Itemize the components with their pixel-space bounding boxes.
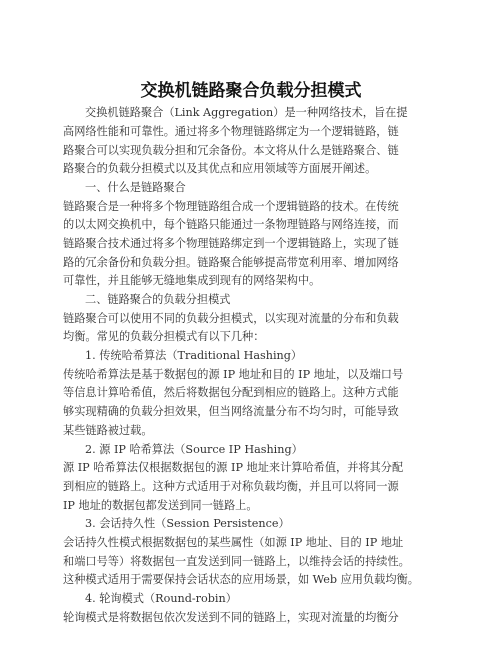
document-title: 交换机链路聚合负载分担模式 — [140, 81, 362, 101]
section1-line-3: 链路聚合技术通过将多个物理链路绑定到一个逻辑链路上，实现了链 — [63, 237, 399, 250]
intro-line-4: 路聚合的负载分担模式以及其优点和应用领域等方面展开阐述。 — [63, 162, 377, 175]
sub1-line-4: 某些链路被过载。 — [63, 424, 153, 437]
sub4-line-1: 轮询模式是将数据包依次发送到不同的链路上，实现对流量的均衡分 — [63, 611, 399, 624]
subheading-1: 1. 传统哈希算法（Traditional Hashing） — [85, 349, 303, 362]
section1-line-5: 可靠性，并且能够无缝地集成到现有的网络架构中。 — [63, 274, 321, 287]
intro-line-1: 交换机链路聚合（Link Aggregation）是一种网络技术，旨在提 — [85, 106, 408, 119]
sub1-line-1: 传统哈希算法是基于数据包的源 IP 地址和目的 IP 地址，以及端口号 — [63, 368, 404, 381]
sub3-line-2: 和端口号等）将数据包一直发送到同一链路上，以维持会话的持续性。 — [63, 555, 410, 568]
sub3-line-1: 会话持久性模式根据数据包的某些属性（如源 IP 地址、目的 IP 地址 — [63, 536, 404, 549]
intro-line-3: 路聚合可以实现负载分担和冗余备份。本文将从什么是链路聚合、链 — [63, 144, 399, 157]
section1-line-2: 的以太网交换机中，每个链路只能通过一条物理链路与网络连接，而 — [63, 218, 399, 231]
sub1-line-3: 够实现精确的负载分担效果，但当网络流量分布不均匀时，可能导致 — [63, 405, 399, 418]
subheading-2: 2. 源 IP 哈希算法（Source IP Hashing） — [85, 443, 303, 456]
intro-line-2: 高网络性能和可靠性。通过将多个物理链路绑定为一个逻辑链路，链 — [63, 125, 399, 138]
subheading-3: 3. 会话持久性（Session Persistence） — [85, 517, 290, 530]
sub2-line-2: 到相应的链路上。这种方式适用于对称负载均衡，并且可以将同一源 — [63, 480, 399, 493]
sub1-line-2: 等信息计算哈希值，然后将数据包分配到相应的链路上。这种方式能 — [63, 386, 399, 399]
section-heading-1: 一、什么是链路聚合 — [85, 181, 186, 194]
section1-line-1: 链路聚合是一种将多个物理链路组合成一个逻辑链路的技术。在传统 — [63, 200, 399, 213]
sub2-line-1: 源 IP 哈希算法仅根据数据包的源 IP 地址来计算哈希值，并将其分配 — [63, 461, 404, 474]
sub3-line-3: 这种模式适用于需要保持会话状态的应用场景，如 Web 应用负载均衡。 — [63, 573, 419, 586]
section2-line-2: 均衡。常见的负载分担模式有以下几种： — [63, 330, 265, 343]
subheading-4: 4. 轮询模式（Round-robin） — [85, 592, 237, 605]
section2-line-1: 链路聚合可以使用不同的负载分担模式，以实现对流量的分布和负载 — [63, 312, 399, 325]
section-heading-2: 二、链路聚合的负载分担模式 — [85, 293, 231, 306]
section1-line-4: 路的冗余备份和负载分担。链路聚合能够提高带宽利用率、增加网络 — [63, 256, 399, 269]
sub2-line-3: IP 地址的数据包都发送到同一链路上。 — [63, 499, 258, 512]
